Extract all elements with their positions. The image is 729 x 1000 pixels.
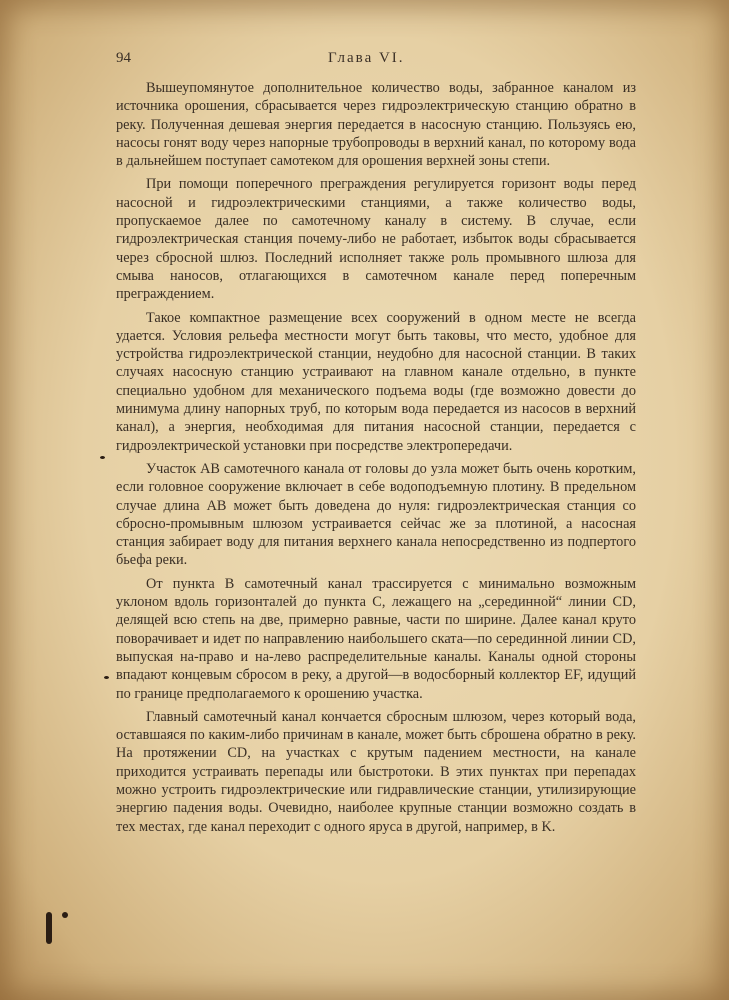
ink-mark (100, 456, 105, 459)
paragraph: Такое компактное размещение всех сооружений в одном месте не всегда удается. Условия рельефа местности могут быть таковы, что место, удобное для устройства гидроэлектрической станции, неудобно для насосной станции. В таких случаях насосную станцию устраивают на главном канале отдельно, в пункте специально удобном для механического подъема воды (где возможно довести до минимума длину напорных труб, по которым вода передается из насосов в верхний канал), а энергия, необходимая для питания насосной станции, передается с гидроэлектрической установки при посредстве электропередачи. (116, 309, 636, 454)
paragraph: От пункта B самотечный канал трассируется с минимально возможным уклоном вдоль горизонталей до пункта C, лежащего на „серединной“ линии CD, делящей всю степь на две, примерно равные, части по ширине. Далее канал круто поворачивает и идет по направлению наибольшего ската—по серединной линии CD, выпуская на-право и на-лево распределительные каналы. Каналы одной стороны впадают концевым сбросом в реку, а другой—в водосборный коллектор EF, идущий по границе предполагаемого к орошению участка. (116, 575, 636, 702)
paragraph: Участок AB самотечного канала от головы до узла может быть очень коротким, если головное сооружение включает в себе водоподъемную плотину. В предельном случае длина AB может быть доведена до нуля: гидроэлектрическая станция со сбросно-промывным шлюзом устраивается сейчас же за плотиной, а насосная станция забирает воду для питания верхнего канала непосредственно из подпертого бьефа реки. (116, 460, 636, 569)
page-header (116, 50, 636, 72)
page-number: 94 (116, 50, 131, 66)
paragraph: При помощи поперечного преграждения регулируется горизонт воды перед насосной и гидроэлектрическими станциями, а также количество воды, пропускаемое далее по самотечному каналу в систему. В случае, если гидроэлектрическая станция почему-либо не работает, избыток воды сбрасывается через сбросной шлюз. Последний исполняет также роль промывного шлюза для смыва наносов, отлагающихся в самотечном канале перед поперечным преграждением. (116, 176, 636, 303)
body-text (116, 79, 636, 841)
ink-mark (62, 912, 68, 918)
chapter-title: Глава VI. (328, 50, 405, 66)
paragraph: Главный самотечный канал кончается сбросным шлюзом, через который вода, оставшаяся по каким-либо причинам в канале, может быть сброшена обратно в реку. На протяжении CD, на участках с крутым падением местности, на канале приходится устраивать перепады или быстротоки. В этих пунктах при перепадах можно устроить гидроэлектрические или гидравлические станции, утилизирующие энергию падения воды. Очевидно, наиболее крупные станции возможно создать в тех местах, где канал переходит с одного яруса в другой, например, в K. (116, 708, 636, 835)
ink-mark (46, 912, 52, 944)
ink-mark (104, 676, 109, 679)
paragraph: Вышеупомянутое дополнительное количество воды, забранное каналом из источника орошения, сбрасывается через гидроэлектрическую станцию обратно в реку. Полученная дешевая энергия передается в насосную станцию. Пользуясь ею, насосы гонят воду через напорные трубопроводы в верхний канал, по которому вода в дальнейшем поступает самотеком для орошения верхней зоны степи. (116, 80, 636, 170)
